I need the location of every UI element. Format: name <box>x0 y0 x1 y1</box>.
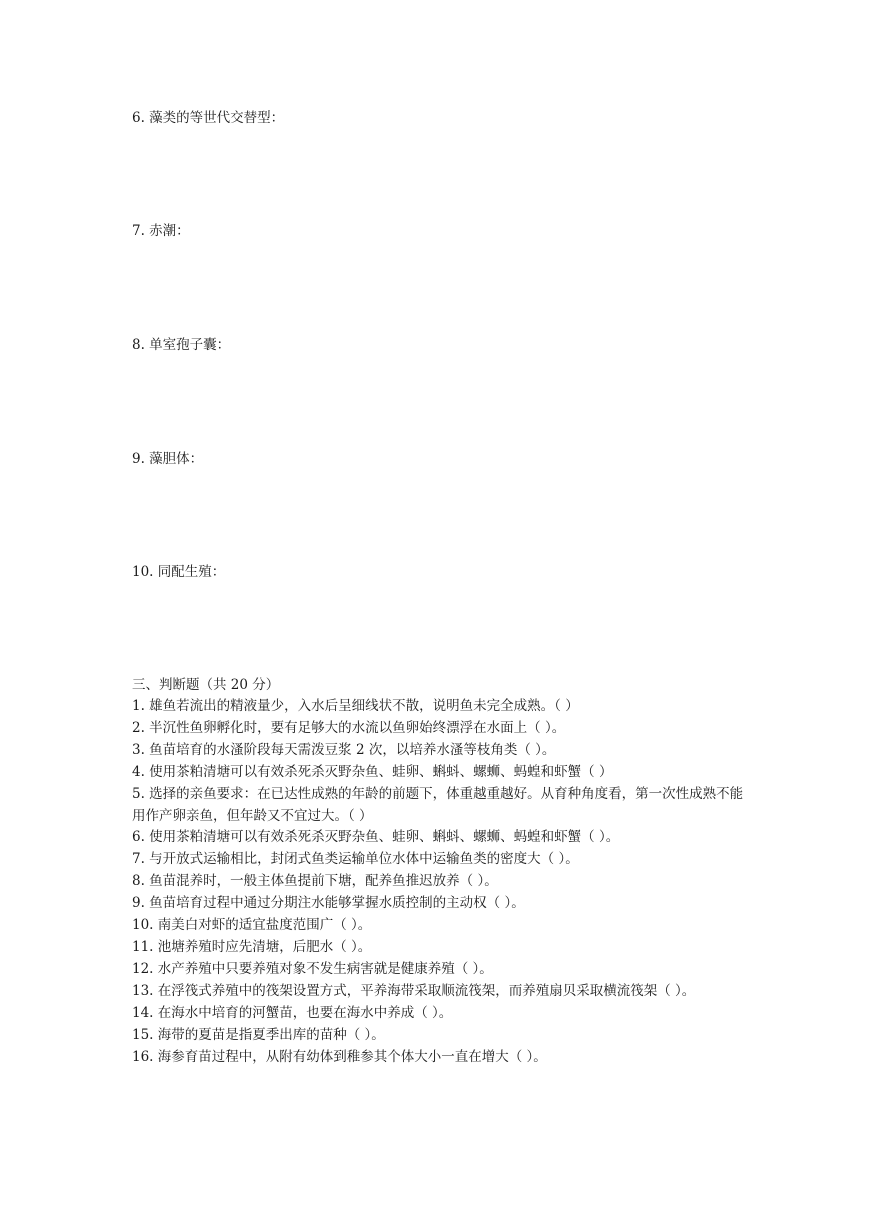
question-item: 3. 鱼苗培育的水溞阶段每天需泼豆浆 2 次，以培养水溞等枝角类（ ）。 <box>132 741 556 758</box>
question-item: 14. 在海水中培育的河蟹苗，也要在海水中养成（ ）。 <box>132 1004 453 1021</box>
question-item: 2. 半沉性鱼卵孵化时，要有足够大的水流以鱼卵始终漂浮在水面上（ ）。 <box>132 719 566 736</box>
true-false-list <box>132 696 752 1068</box>
question-item: 10. 南美白对虾的适宜盐度范围广（ ）。 <box>132 917 372 934</box>
question-item: 12. 水产养殖中只要养殖对象不发生病害就是健康养殖（ ）。 <box>132 960 493 977</box>
question-item: 4. 使用茶粕清塘可以有效杀死杀灭野杂鱼、蛙卵、蝌蚪、螺蛳、蚂蝗和虾蟹（ ） <box>132 763 613 780</box>
question-item: 13. 在浮筏式养殖中的筏架设置方式，平养海带采取顺流筏架，而养殖扇贝采取横流筏架（ ）。 <box>132 982 696 999</box>
section-heading: 三、判断题（共 20 分） <box>132 677 280 693</box>
question-item: 6. 使用茶粕清塘可以有效杀死杀灭野杂鱼、蛙卵、蝌蚪、螺蛳、蚂蝗和虾蟹（ ）。 <box>132 829 620 846</box>
question-item: 9. 鱼苗培育过程中通过分期注水能够掌握水质控制的主动权（ ）。 <box>132 895 525 912</box>
question-item: 5. 选择的亲鱼要求：在已达性成熟的年龄的前题下，体重越重越好。从育种角度看，第一次性成熟不能用作产卵亲鱼，但年龄又不宜过大。（ ） <box>132 785 744 824</box>
term-definition-6: 6. 藻类的等世代交替型： <box>132 110 285 126</box>
term-definition-9: 9. 藻胆体： <box>132 451 204 467</box>
question-item: 15. 海带的夏苗是指夏季出库的苗种（ ）。 <box>132 1026 385 1043</box>
question-item: 7. 与开放式运输相比，封闭式鱼类运输单位水体中运输鱼类的密度大（ ）。 <box>132 851 579 868</box>
question-item: 1. 雄鱼若流出的精液量少，入水后呈细线状不散，说明鱼未完全成熟。（ ） <box>132 698 579 714</box>
question-item: 16. 海参育苗过程中，从附有幼体到稚参其个体大小一直在增大（ ）。 <box>132 1048 547 1065</box>
true-false-section <box>132 675 752 1068</box>
term-definition-7: 7. 赤潮： <box>132 223 190 239</box>
term-definition-10: 10. 同配生殖： <box>132 564 226 580</box>
term-definition-8: 8. 单室孢子囊： <box>132 337 231 353</box>
question-item: 8. 鱼苗混养时，一般主体鱼提前下塘，配养鱼推迟放养（ ）。 <box>132 873 498 890</box>
question-item: 11. 池塘养殖时应先清塘，后肥水（ ）。 <box>132 938 372 955</box>
